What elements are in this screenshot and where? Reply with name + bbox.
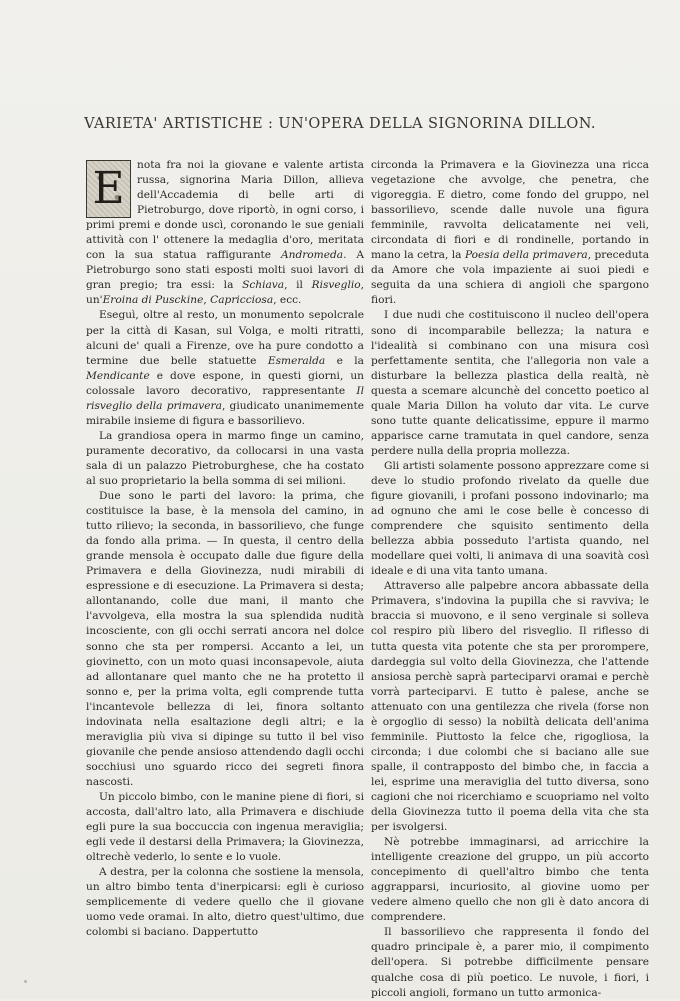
paragraph: Gli artisti solamente possono apprezzare come si deve lo studio profondo rivelato da quelle due figure giovanili, i profani possono indovinarlo; ma ad ognuno che ami le cose belle è concesso di comprendere che squisito sentimento della bellezza abbia posseduto l'artista quando, nel modellare quei volti, li animava di una soavità così ideale e di una vita tanto umana. bbox=[371, 459, 649, 578]
paragraph: Due sono le parti del lavoro: la prima, che costituisce la base, è la mensola del camino, in tutto rilievo; la seconda, in bassorilievo, che funge da fondo alla prima. — In questa, il centro della grande mensola è occupato dalle due figure della Primavera e della Giovinezza, nudi mirabili di espressione e di esecuzione. La Primavera si desta; allontanando, colle due mani, il manto che l'avvolgeva, ella mostra la sua splendida nudità incosciente, con gli occhi serrati ancora nel dolce sonno che sta per rompersi. Accanto a lei, un giovinetto, con un moto quasi inconsapevole, aiuta ad allontanare quel manto che ne ha protetto il sonno e, per la prima volta, egli comprende tutta l'incantevole bellezza di lei, finora soltanto indovinata nella esaltazione degli altri; e la meraviglia più viva si dipinge su tutto il bel viso giovanile che pende ansioso attendendo dagli occhi socchiusi uno sguardo ricco dei segreti finora nascosti. bbox=[86, 490, 364, 788]
left-paragraphs bbox=[86, 158, 364, 940]
paragraph: Attraverso alle palpebre ancora abbassate della Primavera, s'indovina la pupilla che si ravviva; le braccia si muovono, e il seno verginale si solleva col respiro più libero del risveglio. Il riflesso di tutta questa vita potente che sta per prorompere, dardeggia sul volto della Giovinezza, che l'attende ansiosa perchè saprà parteciparvi oramai e perchè vorrà parteciparvi. E tutto è palese, anche se attenuato con una gentilezza che rivela (forse non è orgoglio di sesso) la nobiltà delicata dell'anima femminile. Piuttosto la felce che, rigogliosa, la circonda; i due colombi che si baciano alle sue spalle, il contrapposto del bimbo che, in faccia a lei, esprime una meraviglia del tutto diversa, sono cagioni che noi ricerchiamo e scuopriamo nel volto della Giovinezza tutto il poema della vita che sta per isvolgersi. bbox=[371, 580, 649, 834]
right-paragraphs bbox=[371, 158, 649, 1001]
paragraph: Il bassorilievo che rappresenta il fondo del quadro principale è, a parer mio, il compimento dell'opera. Si potrebbe difficilmente pensare qualche cosa di più poetico. Le nuvole, i fiori, i piccoli angioli, formano un tutto armonica- bbox=[371, 926, 649, 999]
paragraph: I due nudi che costituiscono il nucleo dell'opera sono di incomparabile bellezza; la natura e l'idealità si combinano con una misura così perfettamente sentita, che l'allegoria non vale a disturbare la bellezza plastica della realtà, nè questa a scemare alcunchè del concetto poetico al quale Maria Dillon ha voluto dar vita. Le curve sono tutte quante delicatissime, eppure il marmo apparisce carne tramutata in quel candore, senza perdere nulla della propria mollezza. bbox=[371, 309, 649, 457]
paragraph: Eseguì, oltre al resto, un monumento sepolcrale per la città di Kasan, sul Volga, e molti ritratti, alcuni de' quali a Firenze, ove ha pure condotto a termine due belle statuette Esmeralda e la Mendicante e dove espone, in questi giorni, un colossale lavoro decorativo, rappresentante Il risveglio della primavera, giudicato unanimemente mirabile insieme di figura e bassorilievo. bbox=[86, 309, 364, 427]
decorated-initial-icon bbox=[86, 160, 131, 218]
paragraph: Nè potrebbe immaginarsi, ad arricchire la intelligente creazione del gruppo, un più accorto concepimento di quell'altro bimbo che tenta aggrapparsi, incuriosito, al giovine uomo per vedere almeno quello che non gli è dato ancora di comprendere. bbox=[371, 836, 649, 924]
dropcap-letter: E bbox=[92, 163, 125, 215]
right-column bbox=[371, 158, 649, 1001]
paragraph: La grandiosa opera in marmo finge un camino, puramente decorativo, da collocarsi in una vasta sala di un palazzo Pietroburghese, che ha costato al suo proprietario la bella somma di sei milioni. bbox=[86, 429, 364, 487]
paper-speck bbox=[24, 980, 27, 983]
paragraph: Un piccolo bimbo, con le manine piene di fiori, si accosta, dall'altro lato, alla Primavera e dischiude egli pure la sua boccuccia con ingenua meraviglia; egli vede il destarsi della Primavera; la Giovinezza, oltrechè vederlo, lo sente e lo vuole. bbox=[86, 790, 364, 864]
article-title: VARIETA' ARTISTICHE : UN'OPERA DELLA SIGNORINA DILLON. bbox=[84, 116, 596, 132]
paragraph: nota fra noi la giovane e valente artista russa, signorina Maria Dillon, allieva dell'Accademia di belle arti di Pietroburgo, dove riportò, in ogni corso, i primi premi e donde uscì, coronando le sue geniali attività con l' ottenere la medaglia d'oro, meritata con la sua statua raffigurante Andromeda. A Pietroburgo sono stati esposti molti suoi lavori di gran pregio; tra essi: la Schiava, il Risveglio, un'Eroina di Pusckine, Capricciosa, ecc. bbox=[86, 159, 364, 307]
paragraph: A destra, per la colonna che sostiene la mensola, un altro bimbo tenta d'inerpicarsi: egli è curioso semplicemente di vedere quello che il giovane uomo vede oramai. In alto, dietro quest'ultimo, due colombi si baciano. Dappertutto bbox=[86, 866, 364, 939]
paragraph: circonda la Primavera e la Giovinezza una ricca vegetazione che avvolge, che penetra, che vigoreggia. E dietro, come fondo del gruppo, nel bassorilievo, scende dalle nuvole una figura femminile, ravvolta delicatamente nei veli, circondata di fiori e di rondinelle, portando in mano la cetra, la Poesia della primavera, preceduta da Amore che vola impaziente ai suoi piedi e seguita da una schiera di angioli che spargono fiori. bbox=[371, 159, 650, 307]
left-column bbox=[86, 158, 364, 940]
